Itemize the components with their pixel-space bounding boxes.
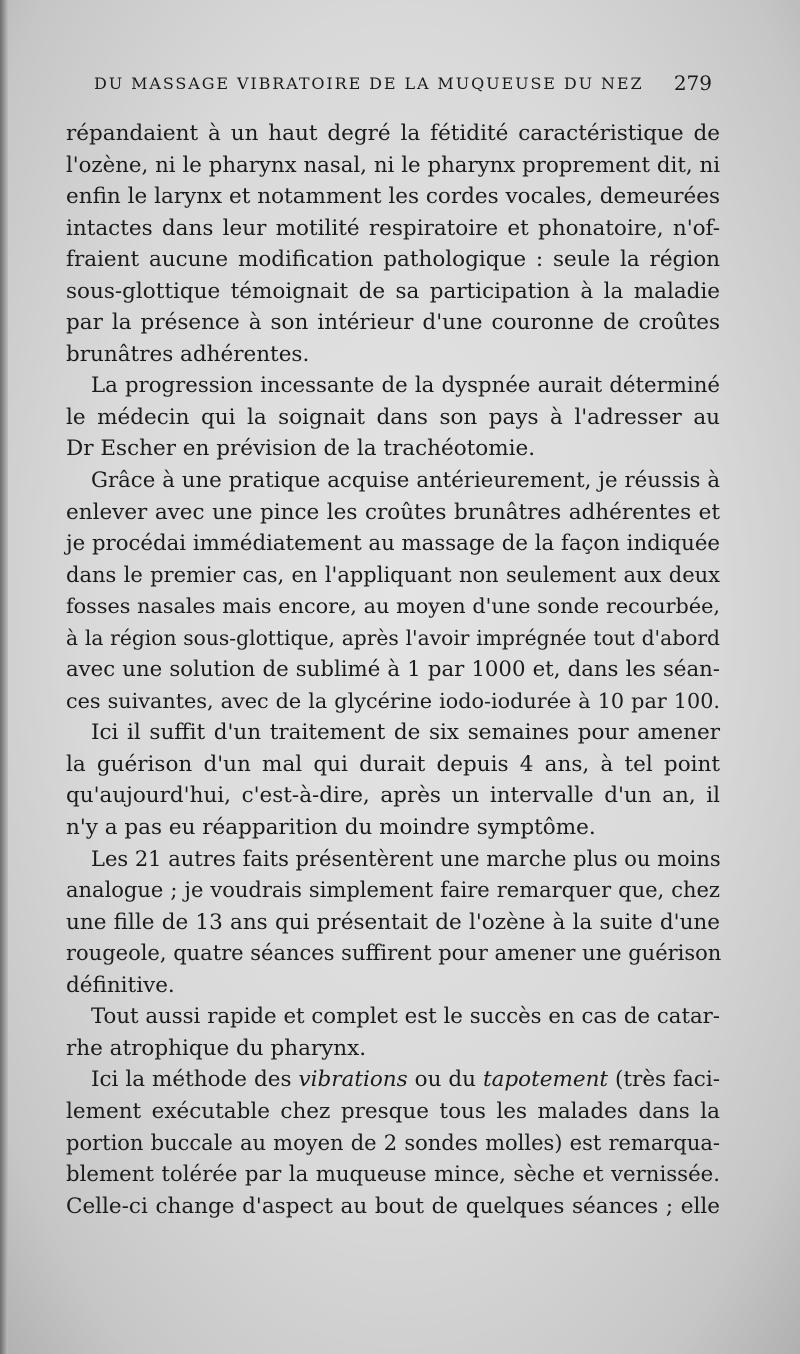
text-line: l'ozène, ni le pharynx nasal, ni le pharynx proprement dit, ni [66, 152, 720, 178]
text-line: Dr Escher en prévision de la trachéotomie. [66, 436, 536, 462]
text-line: le médecin qui la soignait dans son pays à l'adresser au [66, 404, 720, 430]
text-line: enlever avec une pince les croûtes brunâtres adhérentes et [66, 499, 720, 525]
text-line-italic [66, 1064, 720, 1096]
text-line: intactes dans leur motilité respiratoire et phonatoire, n'of- [66, 215, 720, 241]
text-line: La progression incessante de la dyspnée aurait déterminé [91, 373, 720, 399]
text-line: ces suivantes, avec de la glycérine iodo-iodurée à 10 par 100. [66, 688, 720, 713]
text-line: avec une solution de sublimé à 1 par 1000 et, dans les séan- [66, 657, 720, 683]
binding-gutter [0, 0, 8, 1354]
running-head [94, 71, 712, 95]
page-number: 279 [673, 71, 712, 95]
text-line: Celle-ci change d'aspect au bout de quelques séances ; elle [66, 1193, 720, 1219]
text-line: qu'aujourd'hui, c'est-à-dire, après un intervalle d'un an, il [66, 783, 720, 809]
text-line: Les 21 autres faits présentèrent une marche plus ou moins [91, 846, 721, 871]
text-line: n'y a pas eu réapparition du moindre symptôme. [66, 815, 596, 841]
text-line: par la présence à son intérieur d'une couronne de croûtes [66, 310, 720, 336]
body-text [66, 118, 720, 1222]
italic-term-vibrations: vibrations [298, 1067, 408, 1093]
text-line: blement tolérée par la muqueuse mince, sèche et vernissée. [66, 1162, 720, 1188]
text-line: fraient aucune modification pathologique : seule la région [66, 247, 720, 273]
running-head-title: DU MASSAGE VIBRATOIRE DE LA MUQUEUSE DU NEZ [94, 74, 644, 93]
text-fragment: Ici la méthode des [91, 1067, 299, 1093]
italic-term-tapotement: tapotement [482, 1067, 609, 1093]
text-line: Grâce à une pratique acquise antérieurement, je réussis à [91, 468, 720, 494]
text-line: portion buccale au moyen de 2 sondes molles) est remarqua- [66, 1130, 720, 1155]
text-fragment: ou du [407, 1067, 483, 1093]
text-line: rougeole, quatre séances suffirent pour amener une guérison [66, 941, 722, 966]
text-line: je procédai immédiatement au massage de la façon indiquée [66, 531, 720, 557]
text-line: rhe atrophique du pharynx. [66, 1035, 367, 1061]
text-line: fosses nasales mais encore, au moyen d'une sonde recourbée, [66, 594, 720, 619]
text-fragment: (très faci- [608, 1067, 720, 1093]
text-line: analogue ; je voudrais simplement faire remarquer que, chez [66, 878, 720, 903]
text-line: lement exécutable chez presque tous les malades dans la [66, 1098, 720, 1124]
text-line: brunâtres adhérentes. [66, 341, 310, 367]
text-line: définitive. [66, 972, 175, 998]
text-line: sous-glottique témoignait de sa participation à la maladie [66, 278, 720, 304]
text-line: répandaient à un haut degré la fétidité caractéristique de [66, 121, 720, 146]
text-line: une fille de 13 ans qui présentait de l'ozène à la suite d'une [66, 909, 720, 935]
text-line: dans le premier cas, en l'appliquant non seulement aux deux [66, 562, 720, 587]
text-line: Tout aussi rapide et complet est le succès en cas de catar- [91, 1004, 720, 1030]
text-line: la guérison d'un mal qui durait depuis 4 ans, à tel point [66, 751, 720, 777]
text-line: enfin le larynx et notamment les cordes vocales, demeurées [66, 184, 720, 210]
text-line: à la région sous-glottique, après l'avoir imprégnée tout d'abord [66, 625, 720, 650]
text-line: Ici il suffit d'un traitement de six semaines pour amener [91, 720, 720, 746]
